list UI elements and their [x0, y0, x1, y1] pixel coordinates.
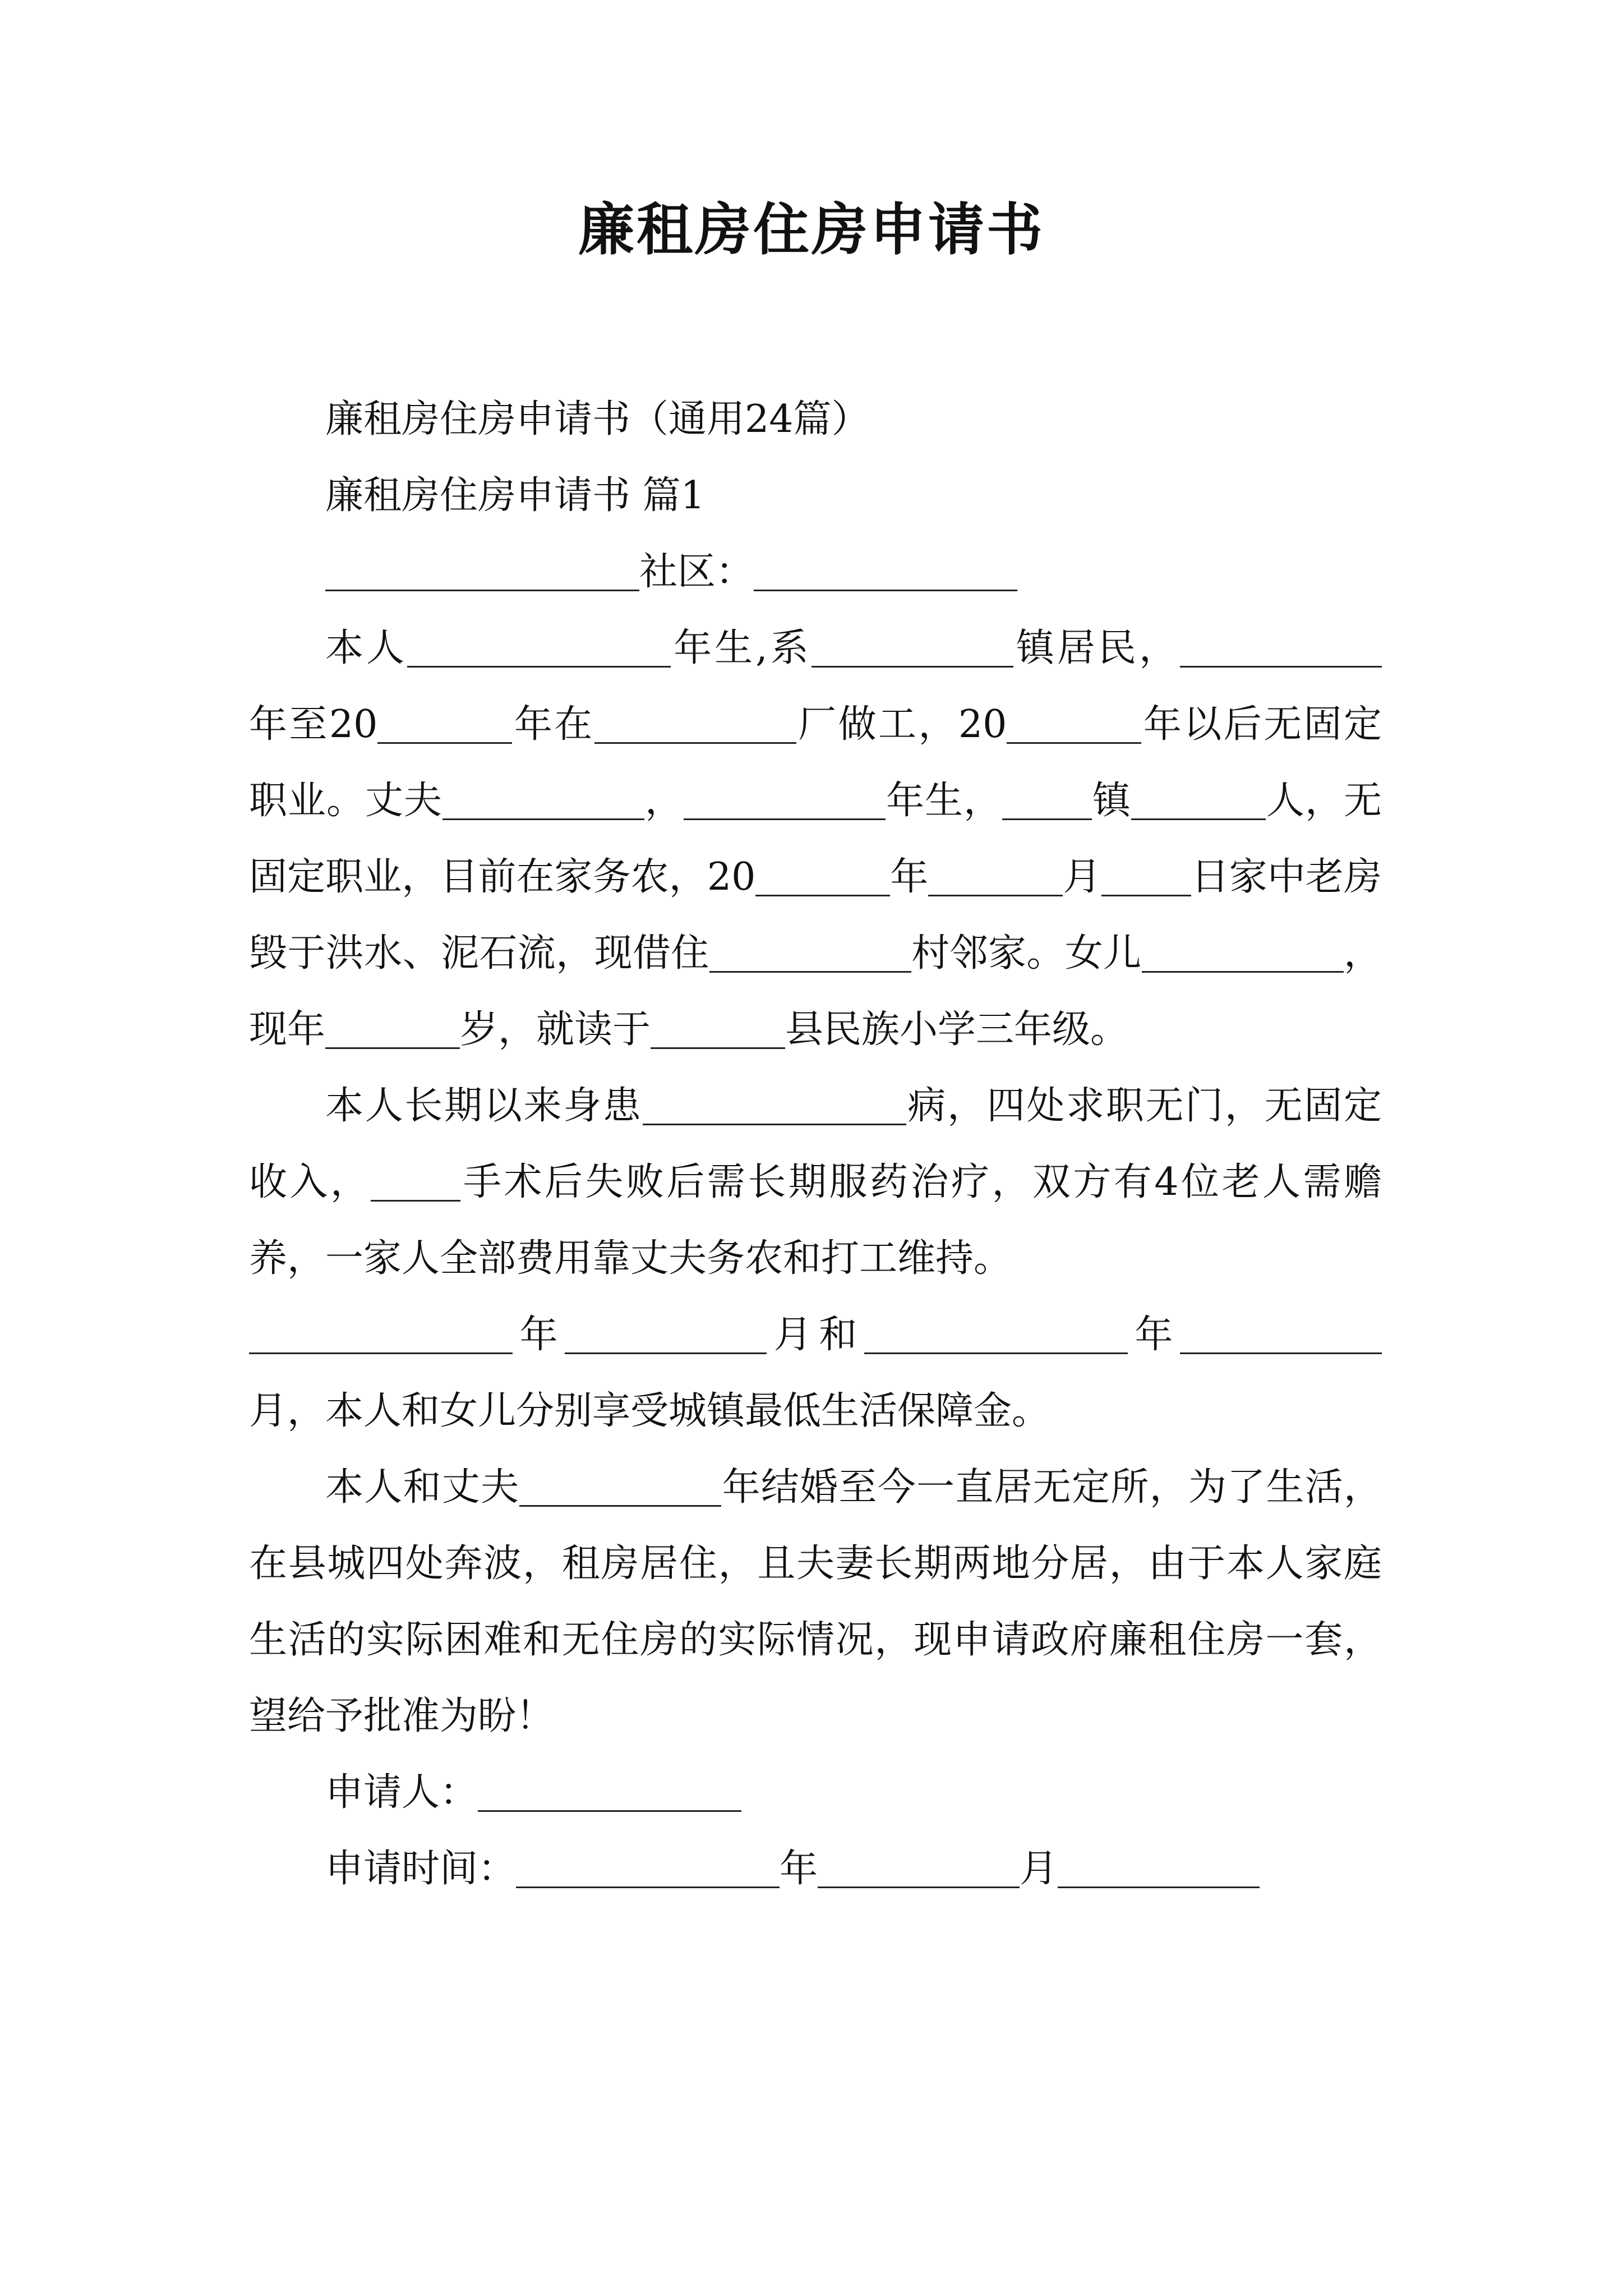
blank-field: [811, 626, 1013, 668]
community-label: 社区：: [639, 550, 754, 594]
blank-field: [325, 550, 639, 591]
blank-field: [651, 1007, 785, 1049]
text-run: 村邻家。女儿: [911, 931, 1142, 976]
text-run: 年生,系: [671, 626, 811, 670]
date-day-field[interactable]: [1058, 1847, 1260, 1888]
blank-field: [565, 1313, 767, 1354]
application-date-line: [249, 1831, 1382, 1907]
blank-field: [1002, 779, 1092, 820]
paragraph-subsidy: [249, 1297, 1382, 1450]
community-line: [249, 534, 1382, 610]
blank-field: [709, 931, 911, 973]
blank-field: [377, 702, 512, 744]
text-run: 月，本人和女儿分别享受城镇最低生活保障金。: [249, 1389, 1050, 1433]
text-run: 本人: [325, 626, 408, 670]
blank-field: [249, 1313, 513, 1354]
paragraph-family-info: [249, 610, 1382, 1068]
blank-field: [1180, 626, 1382, 668]
subtitle: [249, 381, 1382, 458]
blank-field: [1142, 931, 1344, 973]
text-run: 岁，就读于: [460, 1007, 651, 1052]
blank-field: [755, 855, 890, 896]
blank-field: [1180, 1313, 1382, 1354]
text-run: 镇: [1091, 779, 1131, 823]
text-run: 人，无固定职业，目前在家务农，20: [249, 779, 1382, 899]
document-body: [249, 381, 1382, 1907]
text-run: 本人长期以来身患: [325, 1084, 643, 1128]
text-run: 月: [1063, 855, 1101, 899]
text-run: 县民族小学三年级。: [785, 1007, 1129, 1052]
blank-field: [371, 1160, 460, 1202]
text-run: 镇居民，: [1013, 626, 1180, 670]
date-month-label: 月: [1020, 1847, 1058, 1891]
paragraph-health: [249, 1068, 1382, 1297]
date-year-field[interactable]: [516, 1847, 780, 1888]
text-run: 年生，: [885, 779, 1002, 823]
blank-field: [754, 550, 1017, 591]
text-run: 年: [1127, 1313, 1180, 1357]
blank-field: [325, 1007, 460, 1049]
blank-field: [407, 626, 671, 668]
blank-field: [1131, 779, 1266, 820]
text-run: 月和: [767, 1313, 864, 1357]
date-label: 申请时间：: [325, 1847, 517, 1891]
text-run: 本人和丈夫: [325, 1465, 520, 1510]
applicant-line: [249, 1755, 1382, 1831]
text-run: 年结婚至今一直居无定所，为了生活，在县城四处奔波，租房居住，且夫妻长期两地分居，由于本人家庭生活的实际困难和无住房的实际情况，现申请政府廉租住房一套，望给予批准为盼！: [249, 1465, 1382, 1738]
text-run: 手术后失败后需长期服药治疗，双方有4位老人需赡养，一家人全部费用靠丈夫务农和打工维持。: [249, 1160, 1382, 1281]
date-month-field[interactable]: [818, 1847, 1020, 1888]
blank-field: [1101, 855, 1191, 896]
blank-field: [519, 1465, 721, 1507]
text-run: 年以后无固定职业。丈夫: [249, 702, 1382, 823]
applicant-signature-field[interactable]: [478, 1770, 741, 1812]
blank-field: [594, 702, 796, 744]
applicant-label: 申请人：: [325, 1770, 478, 1815]
subtitle-text: 廉租房住房申请书（通用24篇）: [325, 397, 870, 441]
text-run: 病，四处求职无门，无固定收入，: [249, 1084, 1382, 1204]
section-heading-text: 廉租房住房申请书 篇1: [325, 473, 705, 518]
section-heading: [249, 458, 1382, 534]
document-title: 廉租房住房申请书: [578, 197, 1045, 263]
blank-field: [1007, 702, 1141, 744]
text-run: 厂做工，20: [796, 702, 1007, 747]
text-run: ，现年: [249, 931, 1382, 1052]
paragraph-request: [249, 1450, 1382, 1755]
blank-field: [442, 779, 644, 820]
blank-field: [864, 1313, 1128, 1354]
blank-field: [684, 779, 886, 820]
text-run: 日家中老房毁于洪水、泥石流，现借住: [249, 855, 1382, 976]
text-run: ，: [644, 779, 684, 823]
blank-field: [643, 1084, 906, 1125]
blank-field: [928, 855, 1063, 896]
text-run: 年: [890, 855, 929, 899]
text-run: 年至20: [249, 702, 378, 747]
text-run: 年: [513, 1313, 565, 1357]
text-run: 年在: [512, 702, 594, 747]
date-year-label: 年: [780, 1847, 818, 1891]
